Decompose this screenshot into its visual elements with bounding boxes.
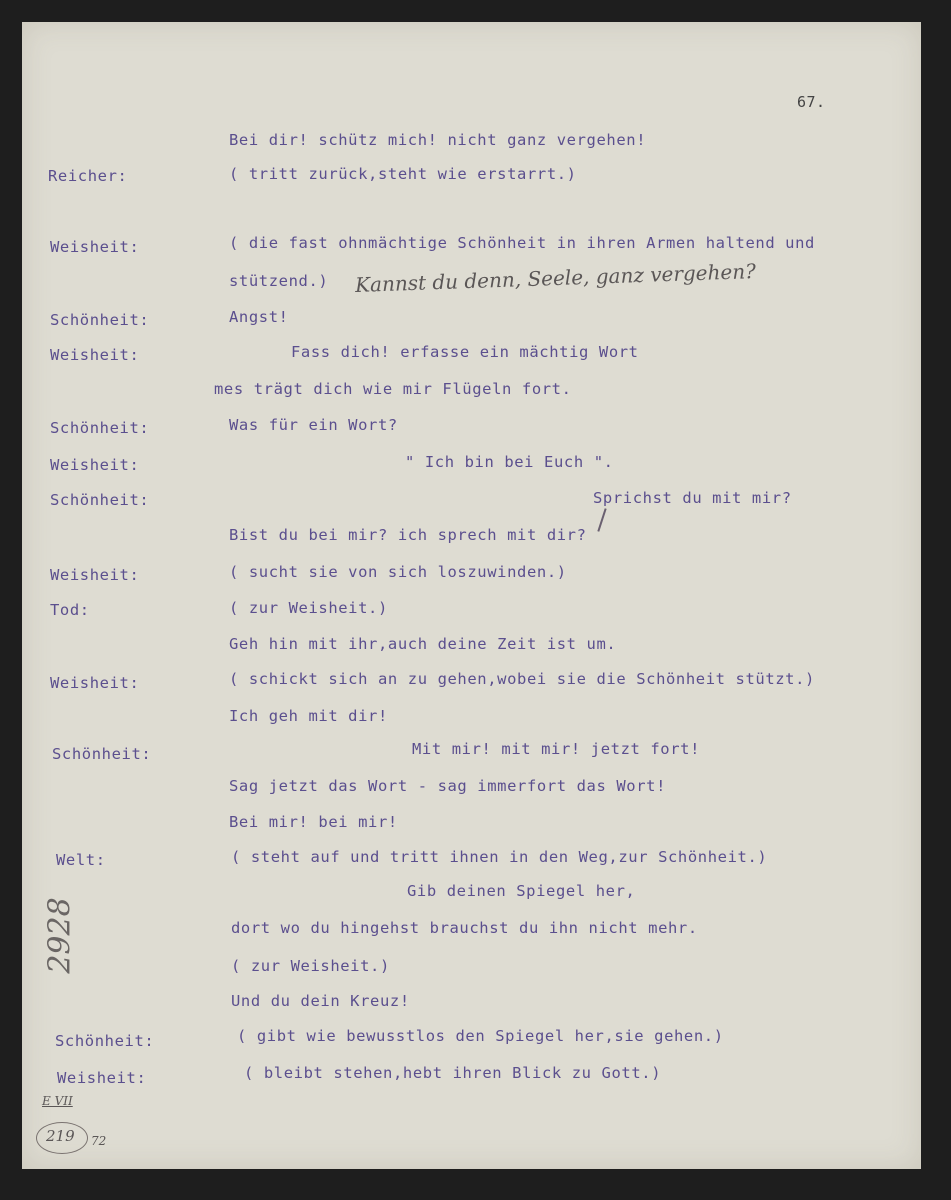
stage-direction: stützend.) [229,272,329,290]
dialogue-line: Und du dein Kreuz! [231,992,410,1010]
stage-direction: ( tritt zurück,steht wie erstarrt.) [229,165,577,183]
speaker-label: Weisheit: [50,456,140,474]
page-number: 67. [797,93,826,111]
dialogue-line: mes trägt dich wie mir Flügeln fort. [214,380,572,398]
dialogue-line: Bist du bei mir? ich sprech mit dir? [229,526,587,544]
speaker-label: Weisheit: [50,566,140,584]
small-number: 72 [91,1134,107,1148]
dialogue-line: Bei dir! schütz mich! nicht ganz vergehen! [229,131,647,149]
dialogue-line: Bei mir! bei mir! [229,813,398,831]
stage-direction: ( schickt sich an zu gehen,wobei sie die Schönheit stützt.) [229,670,815,688]
speaker-label: Reicher: [48,167,128,185]
dialogue-line: Fass dich! erfasse ein mächtig Wort [291,343,639,361]
speaker-label: Welt: [56,851,106,869]
speaker-label: Tod: [50,601,90,619]
archive-mark: E VII [42,1094,73,1108]
stage-direction: ( steht auf und tritt ihnen in den Weg,zur Schönheit.) [231,848,768,866]
handwritten-insertion: Kannst du denn, Seele, ganz vergehen? [354,259,757,297]
manuscript-page [22,22,921,1169]
dialogue-line: Was für ein Wort? [229,416,398,434]
dialogue-line: Geh hin mit ihr,auch deine Zeit ist um. [229,635,617,653]
dialogue-insertion: Sprichst du mit mir? [593,489,792,507]
speaker-label: Schönheit: [50,311,150,329]
dialogue-line: Angst! [229,308,289,326]
dialogue-line: Gib deinen Spiegel her, [407,882,636,900]
stage-direction: ( zur Weisheit.) [231,957,390,975]
margin-number: 2928 [42,897,78,974]
stage-direction: ( sucht sie von sich loszuwinden.) [229,563,567,581]
dialogue-line: " Ich bin bei Euch ". [405,453,614,471]
stage-direction: ( zur Weisheit.) [229,599,388,617]
speaker-label: Weisheit: [50,346,140,364]
speaker-label: Weisheit: [50,238,140,256]
speaker-label: Schönheit: [52,745,152,763]
speaker-label: Weisheit: [50,674,140,692]
dialogue-line: Mit mir! mit mir! jetzt fort! [412,740,701,758]
speaker-label: Weisheit: [57,1069,147,1087]
dialogue-line: Ich geh mit dir! [229,707,388,725]
stage-direction: ( gibt wie bewusstlos den Spiegel her,sie gehen.) [237,1027,724,1045]
dialogue-line: dort wo du hingehst brauchst du ihn nicht mehr. [231,919,698,937]
stage-direction: ( die fast ohnmächtige Schönheit in ihren Armen haltend und [229,234,815,252]
speaker-label: Schönheit: [50,491,150,509]
speaker-label: Schönheit: [55,1032,155,1050]
speaker-label: Schönheit: [50,419,150,437]
dialogue-line: Sag jetzt das Wort - sag immerfort das Wort! [229,777,666,795]
circled-number: 219 [46,1127,75,1145]
stage-direction: ( bleibt stehen,hebt ihren Blick zu Gott.) [244,1064,662,1082]
